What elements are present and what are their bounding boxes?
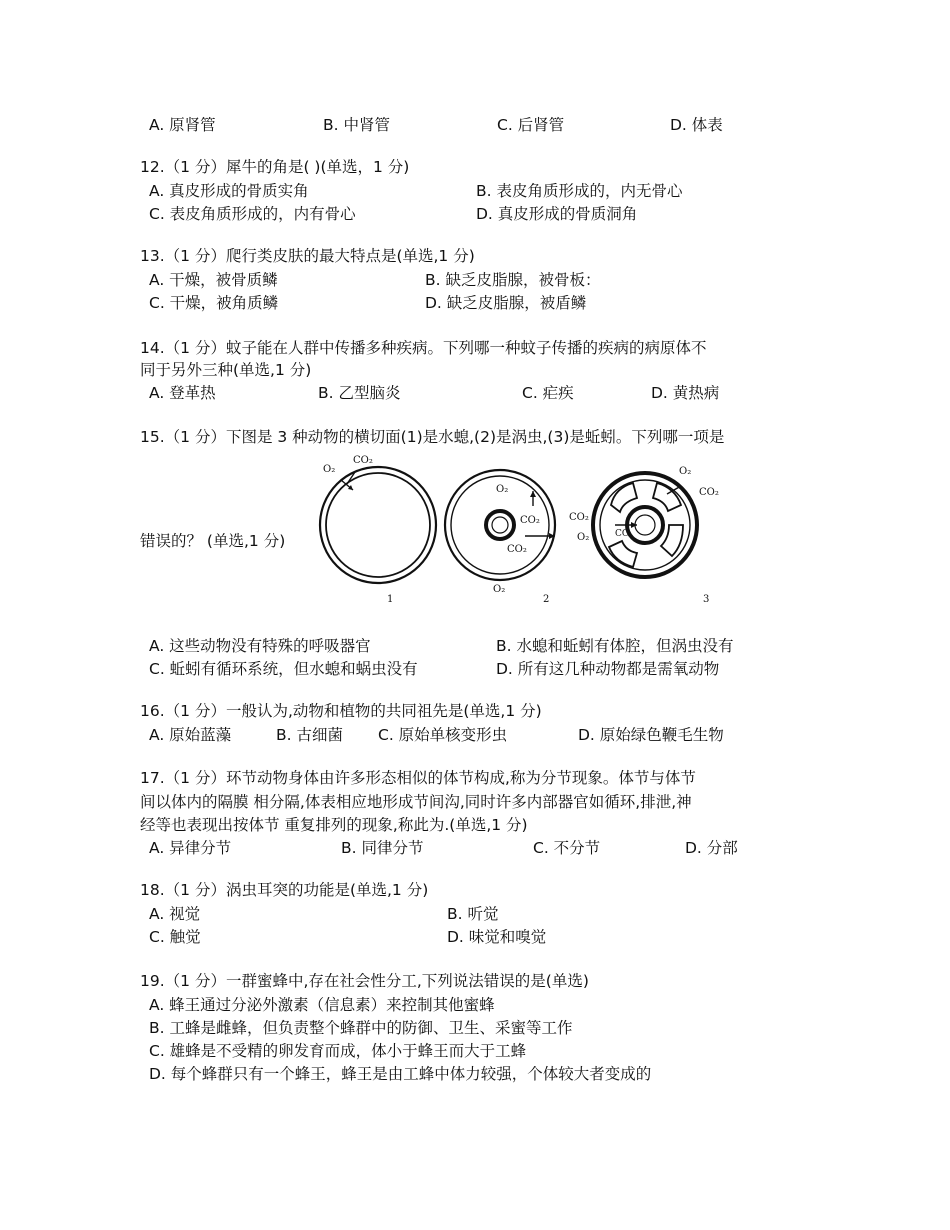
q18-option-a: A. 视觉 xyxy=(149,905,201,923)
q12-option-a: A. 真皮形成的骨质实角 xyxy=(149,182,309,200)
fig2-co2-low: CO₂ xyxy=(507,544,527,555)
q15-stem-line2: 错误的？ (单选,1 分) xyxy=(140,532,286,550)
q13-option-d: D. 缺乏皮脂腺，被盾鳞 xyxy=(425,294,587,312)
fig3-number: 3 xyxy=(703,594,710,605)
q19-option-b: B. 工蜂是雌蜂，但负责整个蜂群中的防御、卫生、采蜜等工作 xyxy=(149,1019,573,1037)
fig3-o2-top: O₂ xyxy=(679,466,692,477)
q18-option-b: B. 听觉 xyxy=(447,905,499,923)
q12-option-c: C. 表皮角质形成的，内有骨心 xyxy=(149,205,356,223)
fig1-o2-label: O₂ xyxy=(323,464,336,475)
q18-option-c: C. 触觉 xyxy=(149,928,201,946)
fig2-o2-top: O₂ xyxy=(496,484,509,495)
fig1-number: 1 xyxy=(387,594,394,605)
q13-stem: 13.（1 分）爬行类皮肤的最大特点是(单选,1 分) xyxy=(140,247,475,265)
q16-stem: 16.（1 分）一般认为,动物和植物的共同祖先是(单选,1 分) xyxy=(140,702,542,720)
q16-option-b: B. 古细菌 xyxy=(276,726,343,744)
q17-stem-line2: 间以体内的隔膜 相分隔,体表相应地形成节间沟,同时许多内部器官如循环,排泄,神 xyxy=(140,793,692,811)
q12-option-b: B. 表皮角质形成的，内无骨心 xyxy=(476,182,683,200)
q15-stem-line1: 15.（1 分）下图是 3 种动物的横切面(1)是水螅,(2)是涡虫,(3)是蚯蚓。下列哪一项是 xyxy=(140,428,725,446)
q15-option-a: A. 这些动物没有特殊的呼吸器官 xyxy=(149,637,371,655)
hydra-cross-section xyxy=(320,455,436,605)
q11-option-d: D. 体表 xyxy=(670,116,723,134)
q15-option-d: D. 所有这几种动物都是需氧动物 xyxy=(496,660,720,678)
fig3-co2-right: CO₂ xyxy=(699,487,719,498)
fig3-co-inner: CO xyxy=(615,529,630,539)
q14-option-b: B. 乙型脑炎 xyxy=(318,384,401,402)
q18-stem: 18.（1 分）涡虫耳突的功能是(单选,1 分) xyxy=(140,881,429,899)
q17-option-c: C. 不分节 xyxy=(533,839,601,857)
q18-option-d: D. 味觉和嗅觉 xyxy=(447,928,547,946)
q16-option-d: D. 原始绿色鞭毛生物 xyxy=(578,726,724,744)
cross-section-figure xyxy=(315,450,745,610)
q17-stem-line1: 17.（1 分）环节动物身体由许多形态相似的体节构成,称为分节现象。体节与体节 xyxy=(140,769,696,787)
q14-option-c: C. 疟疾 xyxy=(522,384,574,402)
q14-stem-line1: 14.（1 分）蚊子能在人群中传播多种疾病。下列哪一种蚊子传播的疾病的病原体不 xyxy=(140,339,707,357)
q11-option-c: C. 后肾管 xyxy=(497,116,565,134)
q14-option-a: A. 登革热 xyxy=(149,384,216,402)
q12-stem: 12.（1 分）犀牛的角是( )(单选，1 分) xyxy=(140,158,410,176)
q11-option-a: A. 原肾管 xyxy=(149,116,216,134)
q17-stem-line3: 经等也表现出按体节 重复排列的现象,称此为.(单选,1 分) xyxy=(140,816,528,834)
q11-option-b: B. 中肾管 xyxy=(323,116,390,134)
q16-option-a: A. 原始蓝藻 xyxy=(149,726,232,744)
q17-option-a: A. 异律分节 xyxy=(149,839,232,857)
earthworm-cross-section xyxy=(569,466,719,605)
q19-option-a: A. 蜂王通过分泌外激素（信息素）来控制其他蜜蜂 xyxy=(149,996,495,1014)
fig2-co2-mid: CO₂ xyxy=(520,515,540,526)
q15-option-b: B. 水螅和蚯蚓有体腔，但涡虫没有 xyxy=(496,637,734,655)
q12-option-d: D. 真皮形成的骨质洞角 xyxy=(476,205,638,223)
q14-stem-line2: 同于另外三种(单选,1 分) xyxy=(140,361,312,379)
q15-option-c: C. 蚯蚓有循环系统，但水螅和蜗虫没有 xyxy=(149,660,418,678)
q17-option-d: D. 分部 xyxy=(685,839,738,857)
q16-option-c: C. 原始单核变形虫 xyxy=(378,726,508,744)
q13-option-c: C. 干燥，被角质鳞 xyxy=(149,294,279,312)
q19-stem: 19.（1 分）一群蜜蜂中,存在社会性分工,下列说法错误的是(单选) xyxy=(140,972,589,990)
fig3-o2-left: O₂ xyxy=(577,532,590,543)
fig3-co2-left: CO₂ xyxy=(569,512,589,523)
q13-option-b: B. 缺乏皮脂腺，被骨板： xyxy=(425,271,601,289)
q17-option-b: B. 同律分节 xyxy=(341,839,424,857)
q13-option-a: A. 干燥，被骨质鳞 xyxy=(149,271,278,289)
fig1-co2-label: CO₂ xyxy=(353,455,373,466)
fig2-number: 2 xyxy=(543,594,550,605)
planarian-cross-section xyxy=(445,470,555,605)
fig2-o2-bottom: O₂ xyxy=(493,584,506,595)
q19-option-c: C. 雄蜂是不受精的卵发育而成，体小于蜂王而大于工蜂 xyxy=(149,1042,527,1060)
q19-option-d: D. 每个蜂群只有一个蜂王，蜂王是由工蜂中体力较强，个体较大者变成的 xyxy=(149,1065,652,1083)
q14-option-d: D. 黄热病 xyxy=(651,384,720,402)
